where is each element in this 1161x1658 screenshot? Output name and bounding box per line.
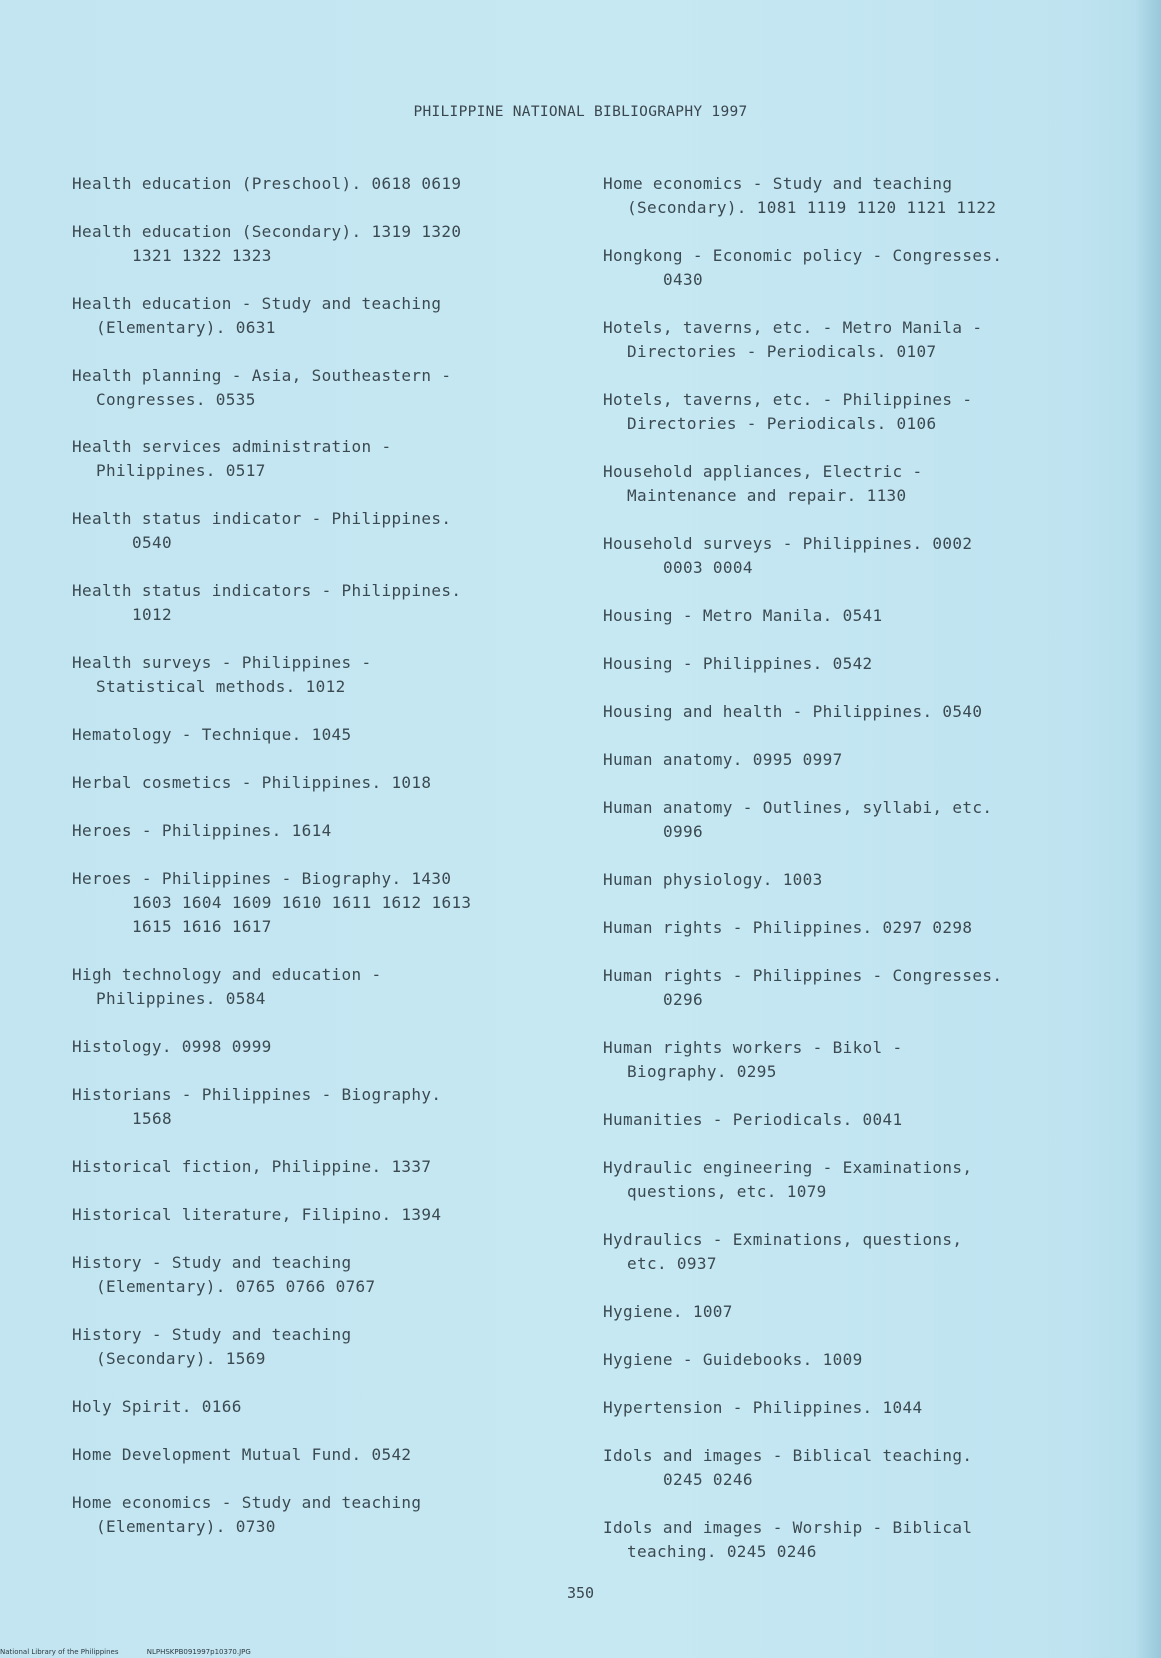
index-entry [603, 652, 1103, 676]
index-continuation-text: Directories - Periodicals. 0106 [627, 414, 937, 433]
index-heading-text: Hotels, taverns, etc. - Philippines - [603, 390, 973, 409]
index-entry [603, 1396, 1103, 1420]
index-entry [72, 1035, 562, 1059]
index-continuation-text: 0430 [663, 270, 703, 289]
index-heading-text: Human physiology. 1003 [603, 870, 823, 889]
index-heading-text: Home economics - Study and teaching [72, 1493, 422, 1512]
index-heading-text: History - Study and teaching [72, 1253, 352, 1272]
index-entry [72, 963, 562, 1011]
index-heading-text: Holy Spirit. 0166 [72, 1397, 242, 1416]
index-entry [603, 916, 1103, 940]
index-entry [603, 796, 1103, 844]
page-number: 350 [566, 1584, 595, 1602]
index-heading-text: Hydraulic engineering - Examinations, [603, 1158, 973, 1177]
index-heading-text: Household appliances, Electric - [603, 462, 923, 481]
index-heading-text: Health planning - Asia, Southeastern - [72, 366, 452, 385]
footer-library-name: National Library of the Philippines [0, 1648, 119, 1656]
index-heading-text: History - Study and teaching [72, 1325, 352, 1344]
index-heading-text: Historical literature, Filipino. 1394 [72, 1205, 442, 1224]
index-entry [72, 1323, 562, 1371]
index-heading-text: Historians - Philippines - Biography. [72, 1085, 442, 1104]
index-heading-text: Idols and images - Worship - Biblical [603, 1518, 973, 1537]
index-entry [72, 819, 562, 843]
index-entry [72, 364, 562, 412]
index-heading-text: Household surveys - Philippines. 0002 [603, 534, 973, 553]
index-heading-text: Home Development Mutual Fund. 0542 [72, 1445, 412, 1464]
index-continuation-text: (Secondary). 1081 1119 1120 1121 1122 [627, 198, 997, 217]
index-continuation-text: Congresses. 0535 [96, 390, 256, 409]
index-entry [603, 1036, 1103, 1084]
index-entry [72, 867, 562, 939]
index-continuation-text: 0003 0004 [663, 558, 753, 577]
page-edge-shadow [1135, 0, 1161, 1658]
index-entry [603, 532, 1103, 580]
index-continuation-text: 1615 1616 1617 [132, 917, 272, 936]
index-entry [72, 771, 562, 795]
index-entry [603, 1348, 1103, 1372]
index-heading-text: Human anatomy. 0995 0997 [603, 750, 843, 769]
index-continuation-text: questions, etc. 1079 [627, 1182, 827, 1201]
index-entry [603, 316, 1103, 364]
index-continuation-text: teaching. 0245 0246 [627, 1542, 817, 1561]
index-entry [72, 1251, 562, 1299]
index-heading-text: Hydraulics - Exminations, questions, [603, 1230, 963, 1249]
index-heading-text: High technology and education - [72, 965, 382, 984]
index-entry [603, 244, 1103, 292]
index-heading-text: Health education - Study and teaching [72, 294, 442, 313]
index-heading-text: Herbal cosmetics - Philippines. 1018 [72, 773, 432, 792]
index-continuation-text: 0996 [663, 822, 703, 841]
index-continuation-text: Biography. 0295 [627, 1062, 777, 1081]
index-entry [72, 220, 562, 268]
index-entry [72, 1203, 562, 1227]
index-entry [603, 700, 1103, 724]
index-entry [72, 1155, 562, 1179]
index-heading-text: Idols and images - Biblical teaching. [603, 1446, 973, 1465]
index-heading-text: Humanities - Periodicals. 0041 [603, 1110, 903, 1129]
index-heading-text: Historical fiction, Philippine. 1337 [72, 1157, 432, 1176]
index-entry [603, 1444, 1103, 1492]
index-heading-text: Health status indicator - Philippines. [72, 509, 452, 528]
index-entry [72, 651, 562, 699]
index-entry [603, 172, 1103, 220]
index-entry [603, 964, 1103, 1012]
index-entry [72, 172, 562, 196]
index-heading-text: Housing - Philippines. 0542 [603, 654, 873, 673]
index-continuation-text: 1603 1604 1609 1610 1611 1612 1613 [132, 893, 472, 912]
index-entry [603, 604, 1103, 628]
footer-file-name: NLPHSKPB091997p10370.JPG [146, 1648, 251, 1656]
index-heading-text: Hotels, taverns, etc. - Metro Manila - [603, 318, 983, 337]
index-continuation-text: (Elementary). 0730 [96, 1517, 276, 1536]
index-continuation-text: 1321 1322 1323 [132, 246, 272, 265]
index-heading-text: Home economics - Study and teaching [603, 174, 953, 193]
index-continuation-text: 1012 [132, 605, 172, 624]
index-entry [603, 1516, 1103, 1564]
index-heading-text: Human rights - Philippines. 0297 0298 [603, 918, 973, 937]
index-heading-text: Human anatomy - Outlines, syllabi, etc. [603, 798, 993, 817]
index-entry [72, 579, 562, 627]
index-entry [72, 507, 562, 555]
index-continuation-text: 0540 [132, 533, 172, 552]
index-continuation-text: (Elementary). 0765 0766 0767 [96, 1277, 376, 1296]
index-heading-text: Histology. 0998 0999 [72, 1037, 272, 1056]
index-heading-text: Health education (Preschool). 0618 0619 [72, 174, 462, 193]
index-continuation-text: Maintenance and repair. 1130 [627, 486, 907, 505]
index-continuation-text: Philippines. 0584 [96, 989, 266, 1008]
index-heading-text: Health education (Secondary). 1319 1320 [72, 222, 462, 241]
index-heading-text: Heroes - Philippines. 1614 [72, 821, 332, 840]
index-heading-text: Hematology - Technique. 1045 [72, 725, 352, 744]
index-entry [603, 388, 1103, 436]
index-heading-text: Health surveys - Philippines - [72, 653, 372, 672]
index-continuation-text: (Elementary). 0631 [96, 318, 276, 337]
index-entry [603, 1108, 1103, 1132]
index-entry [603, 748, 1103, 772]
index-entry [603, 868, 1103, 892]
index-continuation-text: 1568 [132, 1109, 172, 1128]
index-continuation-text: (Secondary). 1569 [96, 1349, 266, 1368]
index-heading-text: Housing and health - Philippines. 0540 [603, 702, 983, 721]
index-heading-text: Heroes - Philippines - Biography. 1430 [72, 869, 452, 888]
index-heading-text: Health status indicators - Philippines. [72, 581, 462, 600]
index-heading-text: Hypertension - Philippines. 1044 [603, 1398, 923, 1417]
index-heading-text: Hongkong - Economic policy - Congresses. [603, 246, 1003, 265]
index-entry [72, 292, 562, 340]
index-heading-text: Health services administration - [72, 437, 392, 456]
index-entry [603, 1300, 1103, 1324]
index-continuation-text: Directories - Periodicals. 0107 [627, 342, 937, 361]
index-entry [72, 1491, 562, 1539]
index-entry [72, 1443, 562, 1467]
index-entry [72, 1083, 562, 1131]
index-continuation-text: etc. 0937 [627, 1254, 717, 1273]
index-heading-text: Human rights workers - Bikol - [603, 1038, 903, 1057]
index-continuation-text: 0245 0246 [663, 1470, 753, 1489]
index-continuation-text: Philippines. 0517 [96, 461, 266, 480]
index-heading-text: Hygiene. 1007 [603, 1302, 733, 1321]
scan-footer [0, 1648, 277, 1656]
index-entry [72, 1395, 562, 1419]
index-heading-text: Housing - Metro Manila. 0541 [603, 606, 883, 625]
index-entry [72, 723, 562, 747]
index-heading-text: Hygiene - Guidebooks. 1009 [603, 1350, 863, 1369]
index-entry [603, 460, 1103, 508]
index-continuation-text: Statistical methods. 1012 [96, 677, 346, 696]
page-header-title: PHILIPPINE NATIONAL BIBLIOGRAPHY 1997 [413, 104, 748, 120]
index-continuation-text: 0296 [663, 990, 703, 1009]
index-heading-text: Human rights - Philippines - Congresses. [603, 966, 1003, 985]
index-entry [603, 1228, 1103, 1276]
index-entry [72, 435, 562, 483]
index-entry [603, 1156, 1103, 1204]
